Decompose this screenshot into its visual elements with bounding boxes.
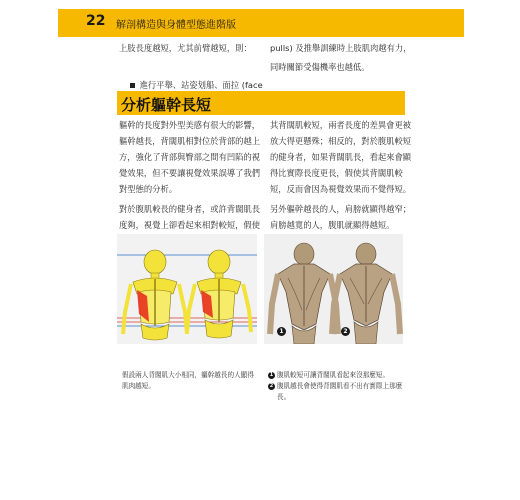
muscle-back-figure bbox=[264, 234, 403, 344]
left-caption-line-1: 假設兩人背闊肌大小相同，軀幹越長的人顯得 bbox=[122, 371, 254, 379]
text-line: 肩膀越寬的人，腹肌就顯得越短。 bbox=[270, 220, 395, 230]
text-line: 放大得更懸殊；相反的，對於腹肌較短 bbox=[270, 136, 412, 146]
skeleton-illustration bbox=[117, 234, 257, 344]
top-right-line-1: pulls) 及推舉訓練時上肢肌肉越有力， bbox=[270, 43, 412, 53]
bullet-item-text: 進行平舉、站姿划船、面拉 (face bbox=[139, 80, 263, 90]
right-caption-2-text: 腹肌越長會使得背闊肌看不出有實際上那麼 bbox=[277, 382, 403, 390]
figure-badge-2: 2 bbox=[341, 327, 350, 336]
text-line: 另外軀幹越長的人，肩膀就顯得越窄； bbox=[270, 204, 412, 214]
text-line: 短，反而會因為視覺效果而不覺得短。 bbox=[270, 184, 412, 194]
text-line: 軀幹的長度對外型美感有很大的影響， bbox=[119, 120, 261, 130]
caption-badge-2: 2 bbox=[269, 382, 274, 389]
right-caption-2-line-2: 長。 bbox=[277, 393, 291, 401]
text-line: 其背闊肌較短，兩者長度的差異會更被 bbox=[270, 120, 412, 130]
bullet-square-icon bbox=[130, 83, 135, 88]
text-line: 覺效果，但不要讓視覺效果誤導了我們 bbox=[119, 168, 261, 178]
caption-badge-1: 1 bbox=[269, 371, 274, 378]
left-caption-line-2: 肌肉越短。 bbox=[122, 382, 155, 390]
top-left-line-1: 上肢長度越短，尤其前臂越短，則： bbox=[119, 43, 252, 53]
text-line: 對於腹肌較長的健身者，或許背闊肌長 bbox=[119, 204, 261, 214]
page-header bbox=[58, 9, 464, 37]
skeleton-figure-2 bbox=[187, 250, 251, 338]
text-line: 得比實際長度更長，假使其背闊肌較 bbox=[270, 168, 403, 178]
text-line: 的健身者，如果背闊肌長，看起來會顯 bbox=[270, 152, 412, 162]
section-title: 分析軀幹長短 bbox=[121, 96, 212, 114]
figure-badge-1: 1 bbox=[277, 327, 286, 336]
skeleton-comparison-figure bbox=[117, 234, 257, 344]
text-line: 方，強化了背部與臀部之間有凹陷的視 bbox=[119, 152, 261, 162]
top-right-line-2: 同時關節受傷機率也越低。 bbox=[270, 62, 370, 72]
right-caption-2 bbox=[268, 381, 402, 392]
right-caption-1 bbox=[268, 370, 389, 381]
right-caption-1-text: 腹肌較短可讓背闊肌看起來沒那麼短。 bbox=[277, 371, 390, 379]
running-title: 解剖構造與身體型態進階版 bbox=[116, 20, 236, 31]
text-line: 軀幹越長，背闊肌相對位於背部的越上 bbox=[119, 136, 261, 146]
text-line: 對型態的分析。 bbox=[119, 184, 178, 194]
page-number: 22 bbox=[86, 13, 106, 29]
text-line: 度夠，視覺上卻看起來相對較短，假使 bbox=[119, 220, 261, 230]
skeleton-figure-1 bbox=[123, 250, 187, 340]
